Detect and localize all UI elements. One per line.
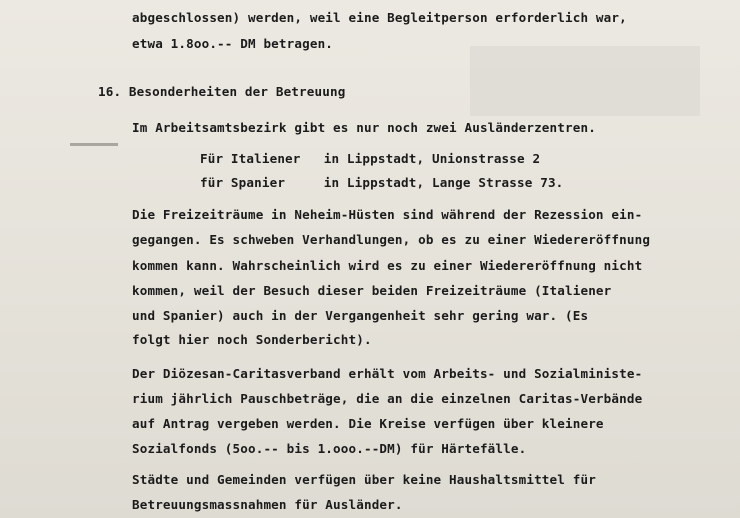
- text-line-16: Sozialfonds (5oo.-- bis 1.ooo.--DM) für Härtefälle.: [132, 441, 527, 456]
- text-line-8: gegangen. Es schweben Verhandlungen, ob es zu einer Wiedereröffnung: [132, 232, 651, 247]
- text-line-13: Der Diözesan-Caritasverband erhält vom Arbeits- und Sozialministe-: [132, 366, 643, 381]
- text-line-15: auf Antrag vergeben werden. Die Kreise verfügen über kleinere: [132, 416, 604, 431]
- text-line-10: kommen, weil der Besuch dieser beiden Freizeiträume (Italiener: [132, 283, 612, 298]
- text-line-12: folgt hier noch Sonderbericht).: [132, 332, 372, 347]
- text-line-2: etwa 1.8oo.-- DM betragen.: [132, 36, 334, 51]
- show-through-text: [470, 46, 700, 116]
- margin-mark: [70, 143, 118, 146]
- text-line-17: Städte und Gemeinden verfügen über keine Haushaltsmittel für: [132, 472, 596, 487]
- text-line-7: Die Freizeiträume in Neheim-Hüsten sind während der Rezession ein-: [132, 207, 643, 222]
- text-line-18: Betreuungsmassnahmen für Ausländer.: [132, 497, 403, 512]
- text-line-11: und Spanier) auch in der Vergangenheit sehr gering war. (Es: [132, 308, 589, 323]
- address-spanier: für Spanier in Lippstadt, Lange Strasse 73.: [200, 175, 564, 190]
- text-line-14: rium jährlich Pauschbeträge, die an die einzelnen Caritas-Verbände: [132, 391, 643, 406]
- text-line-9: kommen kann. Wahrscheinlich wird es zu einer Wiedereröffnung nicht: [132, 258, 643, 273]
- text-line-4: Im Arbeitsamtsbezirk gibt es nur noch zwei Ausländerzentren.: [132, 120, 596, 135]
- section-heading: 16. Besonderheiten der Betreuung: [98, 84, 346, 99]
- text-line-1: abgeschlossen) werden, weil eine Begleitperson erforderlich war,: [132, 10, 627, 25]
- address-italiener: Für Italiener in Lippstadt, Unionstrasse 2: [200, 151, 541, 166]
